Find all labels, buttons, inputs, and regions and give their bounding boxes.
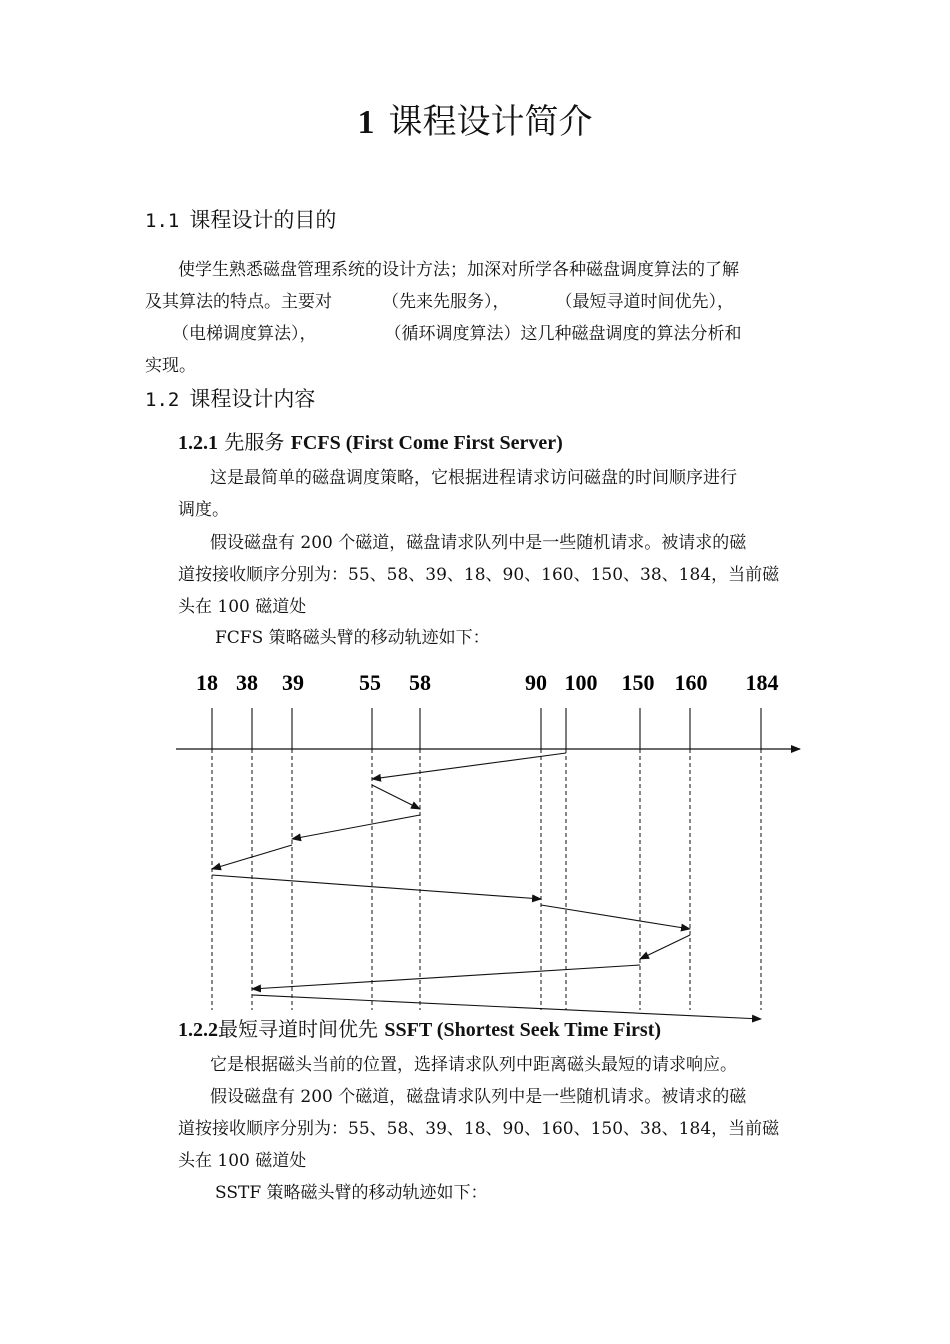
seek-move-arrow	[252, 965, 640, 989]
purpose-text: 及其算法的特点。主要对	[145, 292, 332, 312]
sstf-caption: SSTF 策略磁头臂的移动轨迹如下：	[215, 1183, 488, 1203]
purpose-text: （先来先服务），	[382, 292, 510, 312]
track-label: 18	[196, 670, 218, 695]
section-number: 1.2	[145, 389, 180, 411]
seek-move-arrow	[372, 753, 566, 779]
subsection-number: 1.2.1	[178, 432, 218, 454]
purpose-text: （电梯调度算法），	[172, 324, 317, 344]
purpose-line-1: 使学生熟悉磁盘管理系统的设计方法；加深对所学各种磁盘调度算法的了解	[178, 260, 739, 280]
seek-move-arrow	[292, 815, 420, 839]
purpose-text: （循环调度算法）这几种磁盘调度的算法分析和	[384, 324, 742, 344]
purpose-line-4: 实现。	[145, 356, 196, 376]
fcfs-assume-line-2: 道按接收顺序分别为：55、58、39、18、90、160、150、38、184，当前磁	[178, 565, 780, 585]
track-label: 100	[564, 670, 598, 695]
section-title: 课程设计的目的	[189, 208, 337, 232]
track-label: 184	[745, 670, 779, 695]
seek-move-arrow	[541, 905, 690, 929]
track-label: 39	[282, 670, 304, 695]
section-number: 1.1	[145, 210, 180, 232]
track-label: 90	[525, 670, 547, 695]
section-title: 课程设计内容	[189, 387, 316, 411]
chapter-number: 1	[357, 104, 375, 141]
track-label: 150	[621, 670, 655, 695]
fcfs-assume-line-3: 头在 100 磁道处	[178, 597, 307, 617]
fcfs-caption: FCFS 策略磁头臂的移动轨迹如下：	[215, 628, 490, 648]
chapter-title-text: 课程设计简介	[388, 102, 593, 142]
sstf-assume-line-1: 假设磁盘有 200 个磁道，磁盘请求队列中是一些随机请求。被请求的磁	[210, 1087, 747, 1107]
subsection-number: 1.2.2	[178, 1019, 218, 1041]
fcfs-desc-line-1: 这是最简单的磁盘调度策略，它根据进程请求访问磁盘的时间顺序进行	[210, 468, 737, 488]
subsection-title-en: SSFT (Shortest Seek Time First)	[384, 1019, 662, 1041]
seek-move-arrow	[372, 785, 420, 809]
track-label: 38	[236, 670, 258, 695]
subsection-title-cn: 先服务	[224, 430, 285, 454]
subsection-title-cn: 最短寻道时间优先	[218, 1017, 378, 1041]
sstf-assume-line-3: 头在 100 磁道处	[178, 1151, 307, 1171]
track-label: 55	[359, 670, 381, 695]
fcfs-assume-line-1: 假设磁盘有 200 个磁道，磁盘请求队列中是一些随机请求。被请求的磁	[210, 533, 747, 553]
fcfs-desc-line-2: 调度。	[178, 500, 229, 520]
sstf-assume-line-2: 道按接收顺序分别为：55、58、39、18、90、160、150、38、184，当前磁	[178, 1119, 780, 1139]
purpose-text: （最短寻道时间优先），	[555, 292, 734, 312]
track-label: 160	[674, 670, 708, 695]
seek-move-arrow	[212, 875, 541, 899]
sstf-desc: 它是根据磁头当前的位置，选择请求队列中距离磁头最短的请求响应。	[210, 1055, 737, 1075]
seek-move-arrow	[640, 935, 690, 959]
subsection-1-2-2-heading	[178, 1014, 661, 1045]
track-label: 58	[409, 670, 431, 695]
subsection-title-en: FCFS (First Come First Server)	[290, 432, 563, 454]
